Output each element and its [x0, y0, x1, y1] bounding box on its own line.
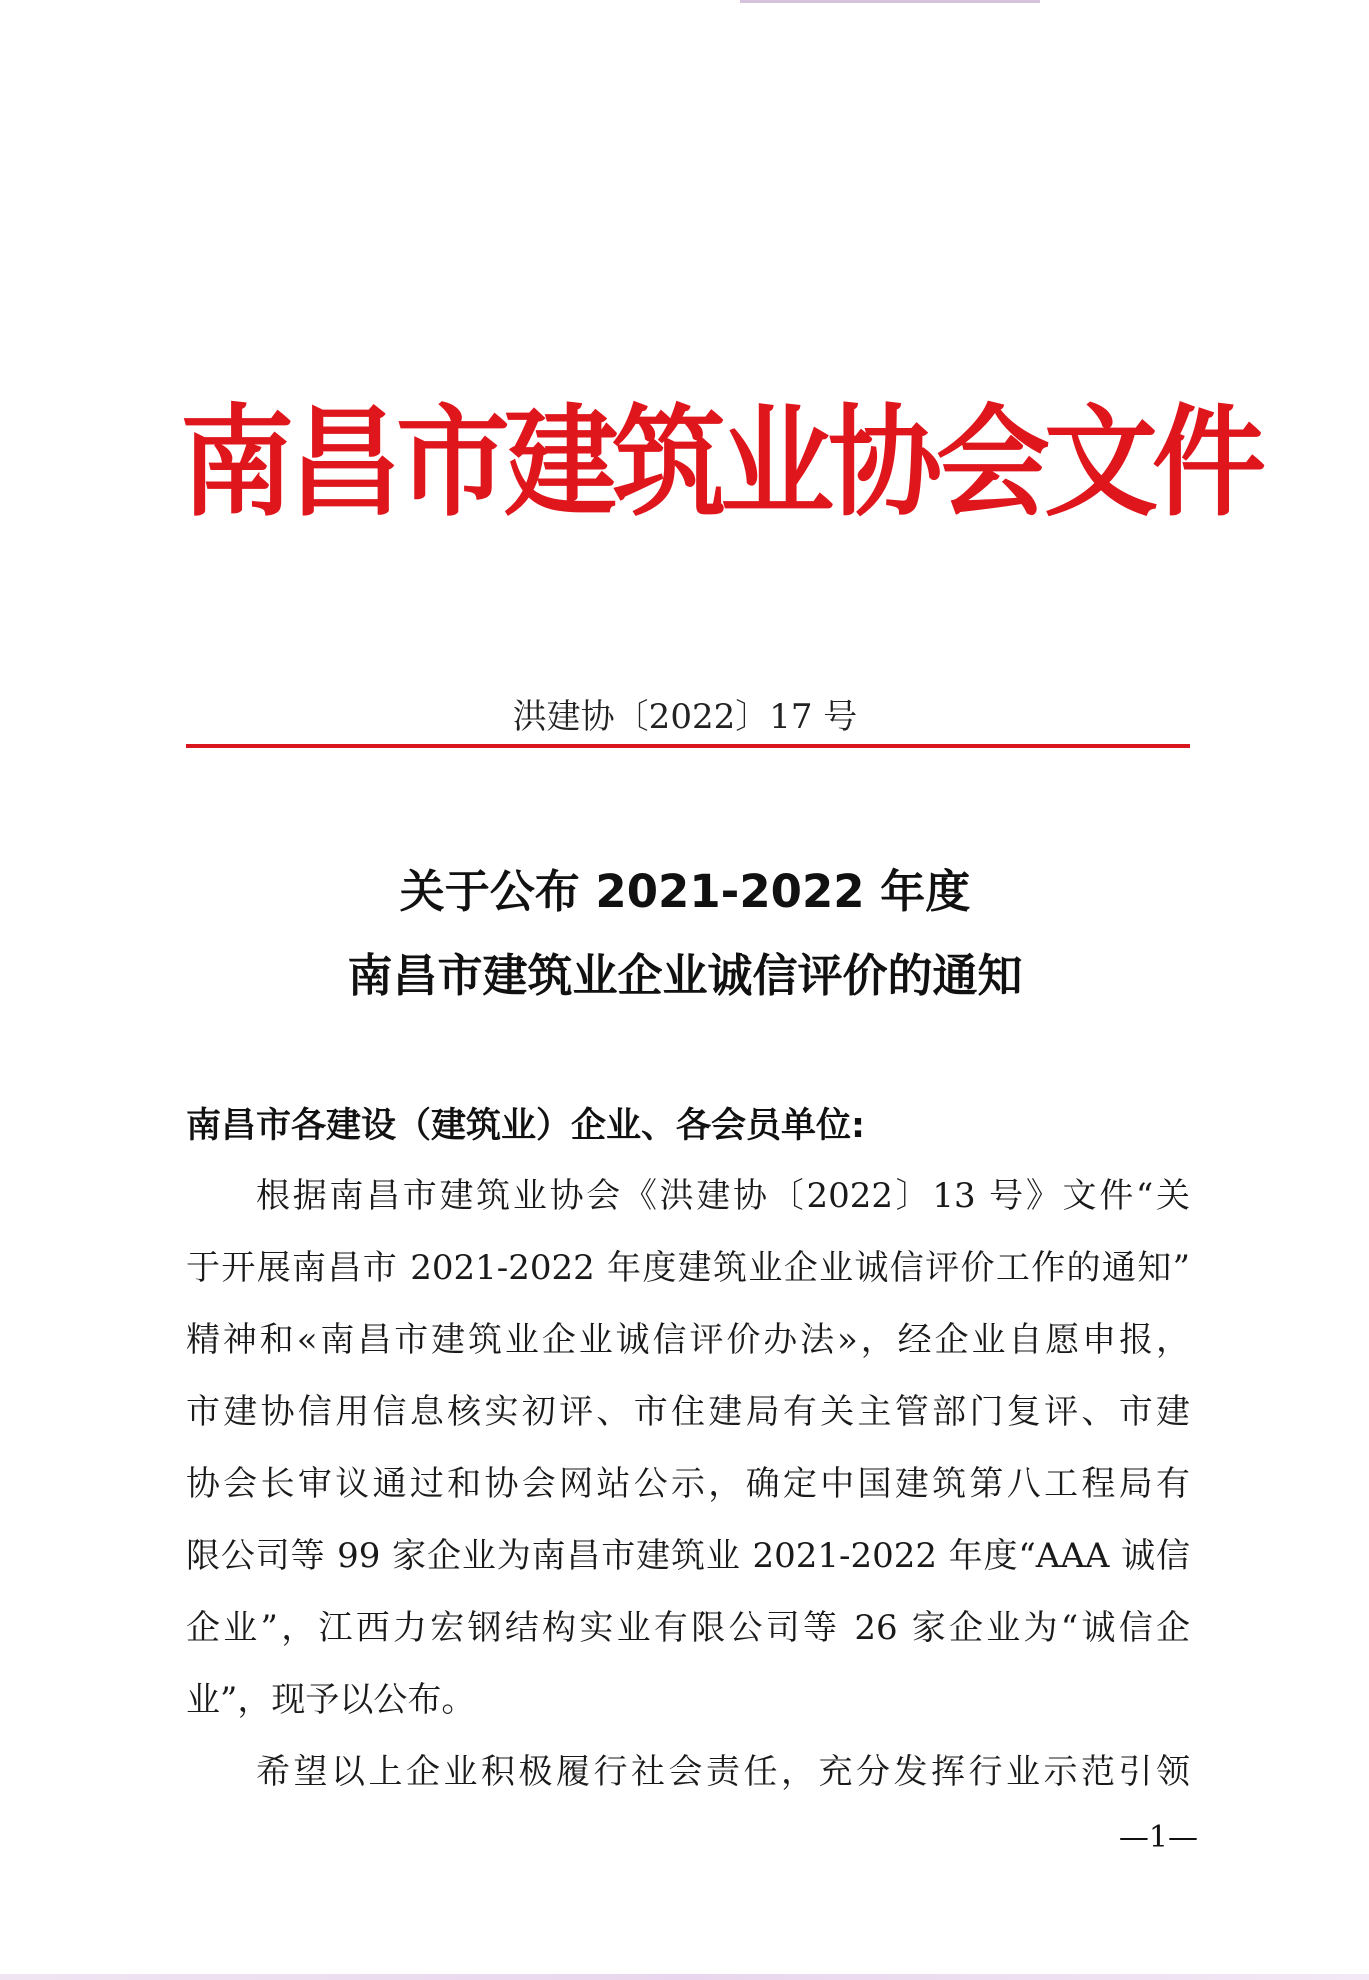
notice-title-line-1: 关于公布 2021-2022 年度 — [399, 865, 971, 918]
page-number: —1— — [1118, 1820, 1198, 1855]
body-line-9: 希望以上企业积极履行社会责任，充分发挥行业示范引领 — [256, 1752, 1190, 1792]
scan-edge-tint-bottom — [0, 1974, 1369, 1980]
body-line-5: 协会长审议通过和协会网站公示，确定中国建筑第八工程局有 — [186, 1464, 1190, 1504]
scan-edge-tint — [740, 0, 1040, 3]
body-line-4: 市建协信用信息核实初评、市住建局有关主管部门复评、市建 — [186, 1392, 1190, 1432]
body-line-6: 限公司等 99 家企业为南昌市建筑业 2021-2022 年度“AAA 诚信 — [186, 1536, 1190, 1576]
masthead-title: 南昌市建筑业协会文件 — [180, 391, 1261, 533]
body-line-8: 业”，现予以公布。 — [186, 1680, 476, 1720]
document-number: 洪建协〔2022〕17 号 — [512, 697, 858, 737]
body-line-2: 于开展南昌市 2021-2022 年度建筑业企业诚信评价工作的通知” — [186, 1248, 1190, 1288]
body-line-3: 精神和«南昌市建筑业企业诚信评价办法»，经企业自愿申报， — [186, 1320, 1190, 1360]
red-separator-line — [186, 744, 1190, 748]
body-line-1: 根据南昌市建筑业协会《洪建协〔2022〕13 号》文件“关 — [256, 1176, 1190, 1216]
body-line-7: 企业”，江西力宏钢结构实业有限公司等 26 家企业为“诚信企 — [186, 1608, 1190, 1648]
salutation: 南昌市各建设（建筑业）企业、各会员单位: — [186, 1106, 865, 1146]
notice-title-line-2: 南昌市建筑业企业诚信评价的通知 — [347, 949, 1023, 1002]
